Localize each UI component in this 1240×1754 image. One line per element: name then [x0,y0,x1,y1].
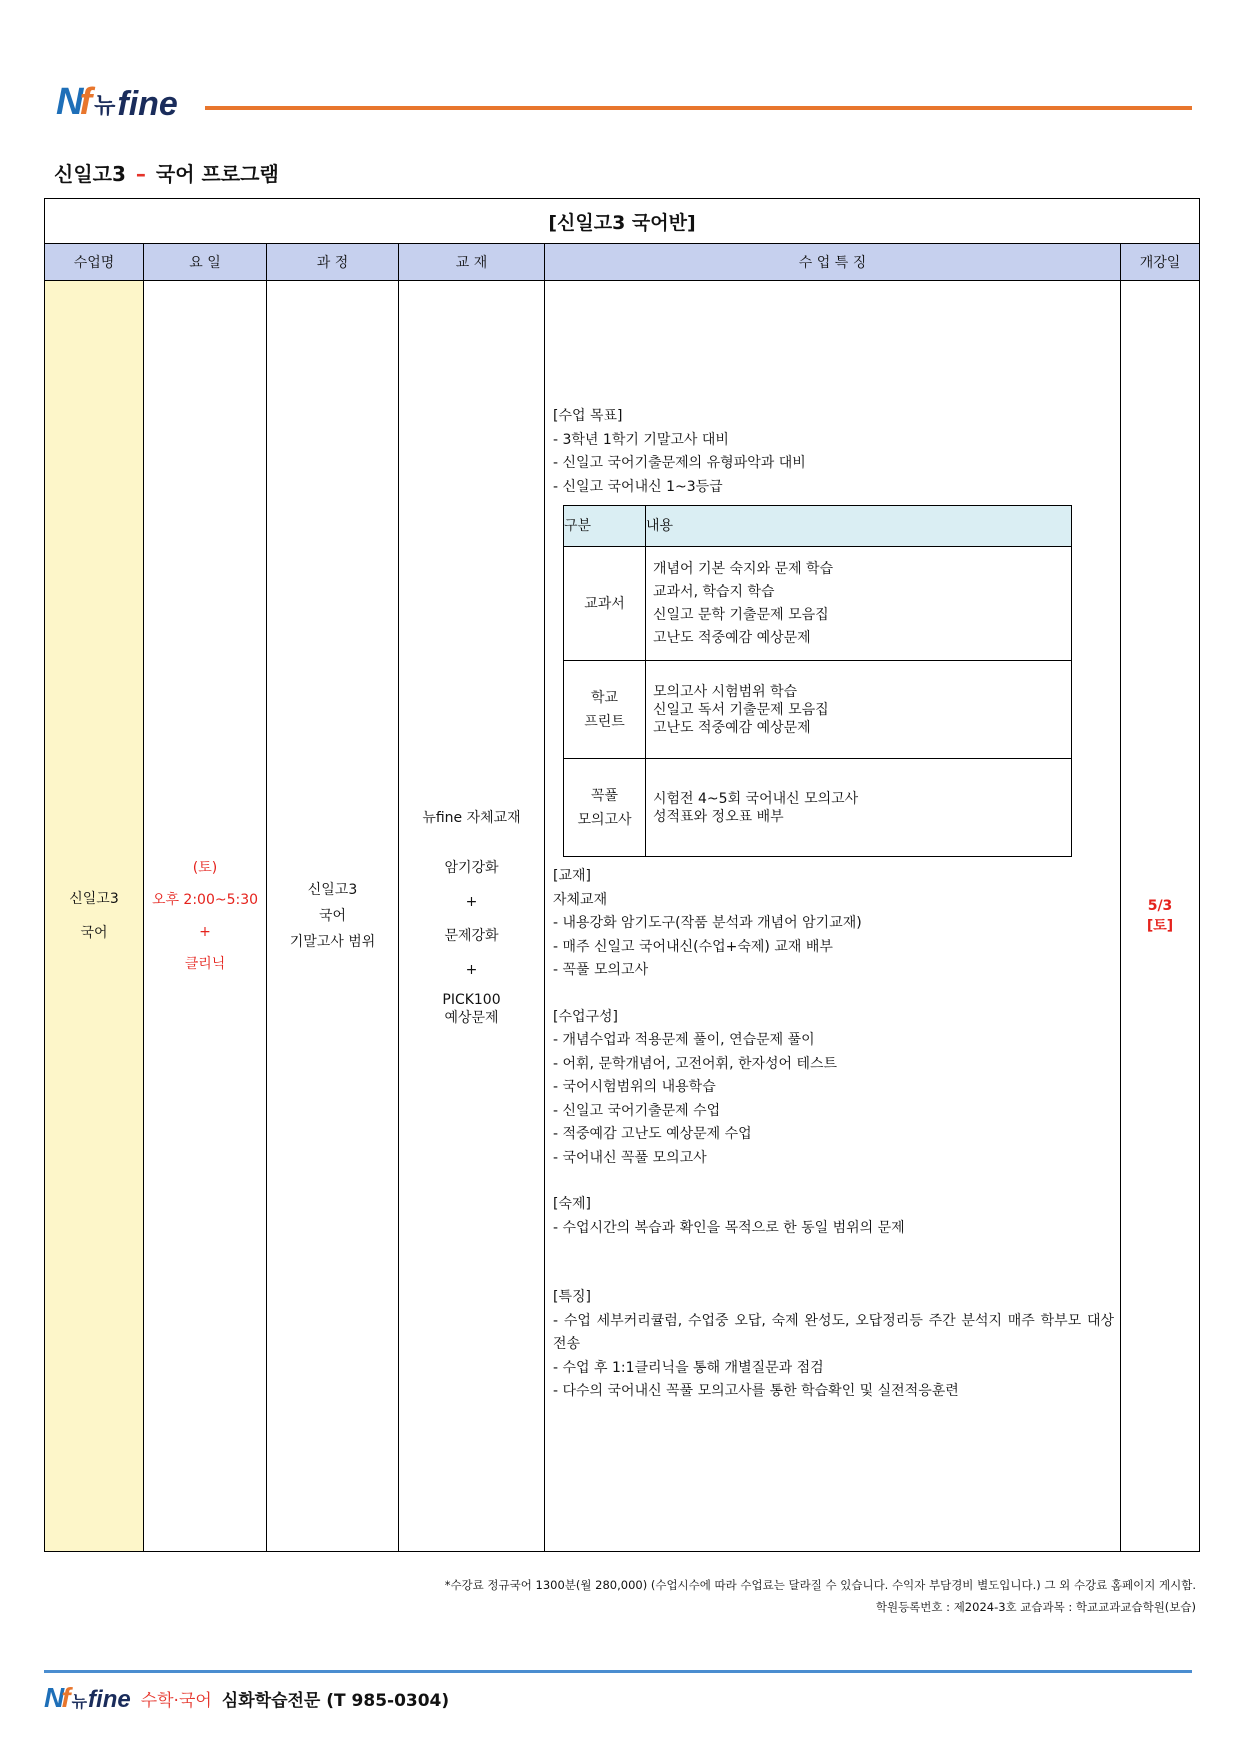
start-date-line: [토] [1146,918,1174,934]
header-start-date: 개강일 [1121,244,1200,281]
list-item: - 신일고 국어기출문제 수업 [553,1102,721,1119]
content-line: 교과서, 학습지 학습 [653,583,775,600]
page-title-school: 신일고3 [54,162,126,186]
footnote-line: 학원등록번호 : 제2024-3호 교습과목 : 학교교과교습학원(보습) [875,1600,1196,1614]
table-row [45,281,1200,1552]
course-line: 신일고3 [307,882,358,898]
footer-logo-mark: Nf [44,1682,68,1713]
textbook-line: 문제강화 [444,928,499,944]
course-line: 기말고사 범위 [289,934,376,950]
content-line: 고난도 적중예감 예상문제 [653,719,811,736]
list-item: - 내용강화 암기도구(작품 분석과 개념어 암기교재) [553,915,862,931]
inner-header-content: 내용 [646,506,1072,547]
content-line: 고난도 적중예감 예상문제 [653,629,811,646]
category-line: 학교 [590,689,619,706]
list-item: - 수업 세부커리큘럼, 수업중 오답, 숙제 완성도, 오답정리등 주간 분석지 매주 학부모 대상 전송 [553,1312,1114,1352]
footer-logo-nyu: 뉴 [71,1692,88,1711]
program-table [44,198,1200,1552]
header-class-name: 수업명 [45,244,144,281]
category-cell [564,759,646,857]
fee-footnote [445,1574,1196,1618]
list-item: - 수업 후 1:1클리닉을 통해 개별질문과 점검 [553,1359,824,1376]
table-title: [신일고3 국어반] [45,199,1200,244]
table-row [564,759,1072,857]
header-course: 과 정 [267,244,399,281]
category-cell [564,661,646,759]
course-cell [267,281,399,1552]
textbook-line: 예상문제 [444,1010,499,1026]
list-item: - 수업시간의 복습과 확인을 목적으로 한 동일 범위의 문제 [553,1219,905,1236]
class-name-line: 신일고3 [69,891,119,907]
textbook-line: + [465,962,478,978]
textbook-cell [399,281,545,1552]
day-cell [144,281,267,1552]
table-row [564,547,1072,661]
category-line: 프린트 [584,713,625,730]
page-title-program: 국어 프로그램 [155,162,279,186]
header-divider [205,106,1192,110]
content-cell [646,547,1072,661]
list-item: - 신일고 국어내신 1~3등급 [553,478,723,495]
header-textbook: 교 재 [399,244,545,281]
category-line: 모의고사 [577,811,632,828]
textbook-line: PICK100 [442,992,501,1008]
day-line: + [199,924,211,940]
list-item: - 국어내신 꼭풀 모의고사 [553,1149,707,1166]
list-item: - 어휘, 문학개념어, 고전어휘, 한자성어 테스트 [553,1055,838,1072]
table-header-row [45,244,1200,281]
list-item: - 국어시험범위의 내용학습 [553,1079,716,1095]
content-line: 시험전 4~5회 국어내신 모의고사 [653,790,859,807]
footer-logo-fine: fine [88,1686,131,1713]
textbook-section-title: [교재] [553,868,591,884]
special-section-title: [특징] [553,1289,591,1305]
brand-logo [56,76,178,122]
curriculum-table [563,505,1072,857]
textbook-line: + [465,894,478,910]
homework-section-title: [숙제] [553,1196,591,1212]
footer [44,1678,449,1714]
start-date-cell [1121,281,1200,1552]
content-line: 모의고사 시험범위 학습 [653,683,798,700]
features-cell [545,281,1121,1552]
textbook-line: 암기강화 [444,860,499,876]
footnote-line: *수강료 정규국어 1300분(월 280,000) (수업시수에 따라 수업료는 달라질 수 있습니다. 수익자 부담경비 별도입니다.) 그 외 수강료 홈페이지 게시함. [444,1578,1196,1592]
list-item: - 적중예감 고난도 예상문제 수업 [553,1126,752,1142]
header-day: 요 일 [144,244,267,281]
structure-section-title: [수업구성] [553,1008,619,1025]
footer-subjects: 수학·국어 [140,1691,212,1711]
day-line: 클리닉 [184,956,226,972]
page-title-dash: – [135,162,146,186]
category-cell: 교과서 [564,547,646,661]
page-title [54,158,279,187]
logo-fine-text: fine [117,85,178,123]
class-name-cell [45,281,144,1552]
content-line: 신일고 문학 기출문제 모음집 [653,606,829,623]
inner-header-category: 구분 [564,506,646,547]
class-name-line: 국어 [80,925,108,941]
header-features: 수 업 특 징 [545,244,1121,281]
list-item: - 매주 신일고 국어내신(수업+숙제) 교재 배부 [553,938,833,955]
goal-title: [수업 목표] [553,408,623,424]
logo-nyu-text: 뉴 [94,94,116,119]
footer-divider [44,1670,1192,1673]
list-item: - 개념수업과 적용문제 풀이, 연습문제 풀이 [553,1032,815,1048]
day-line: (토) [192,860,218,876]
course-line: 국어 [318,908,347,924]
list-item: - 3학년 1학기 기말고사 대비 [553,431,729,448]
content-line: 개념어 기본 숙지와 문제 학습 [653,560,834,577]
start-date-line: 5/3 [1147,898,1173,914]
category-line: 꼭풀 [590,787,619,804]
textbook-line: 뉴fine 자체교재 [422,810,521,826]
list-item: - 꼭풀 모의고사 [553,962,649,978]
day-line: 오후 2:00~5:30 [151,892,259,908]
table-row [564,661,1072,759]
footer-tagline: 심화학습전문 (T 985-0304) [221,1691,450,1711]
list-item: - 신일고 국어기출문제의 유형파악과 대비 [553,455,806,471]
content-cell [646,661,1072,759]
logo-mark: Nf [56,81,89,123]
list-item: 자체교재 [553,891,608,908]
content-line: 신일고 독서 기출문제 모음집 [653,701,829,718]
content-cell [646,759,1072,857]
content-line: 성적표와 정오표 배부 [653,808,784,825]
list-item: - 다수의 국어내신 꼭풀 모의고사를 통한 학습확인 및 실전적응훈련 [553,1383,959,1399]
